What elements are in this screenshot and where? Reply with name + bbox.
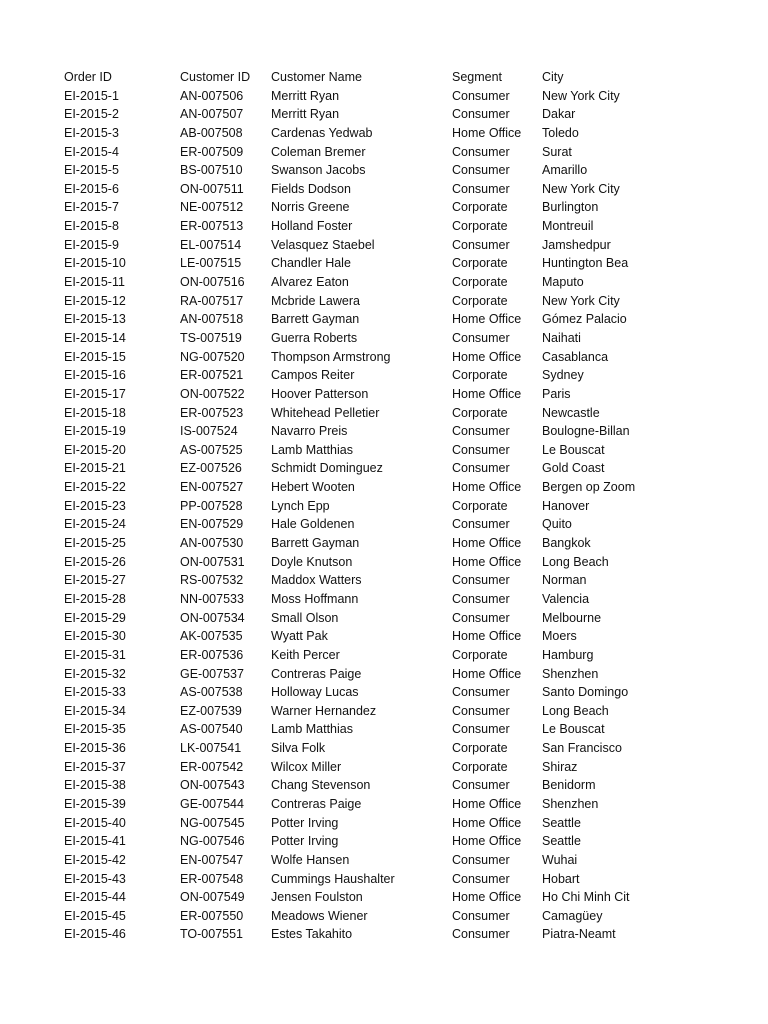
cell-segment: Home Office — [452, 125, 522, 140]
cell-city: Naihati — [542, 330, 581, 345]
cell-city: Huntington Bea — [542, 256, 629, 271]
table-row — [64, 665, 636, 684]
cell-order-id: EI-2015-21 — [64, 461, 126, 476]
cell-customer-id: NN-007533 — [180, 591, 244, 606]
cell-order-id: EI-2015-4 — [64, 144, 119, 159]
cell-segment: Consumer — [452, 330, 510, 345]
cell-order-id: EI-2015-28 — [64, 591, 126, 606]
cell-customer-name: Mcbride Lawera — [271, 293, 360, 308]
table-row — [64, 273, 636, 292]
table-row — [64, 497, 636, 516]
cell-customer-name: Warner Hernandez — [271, 703, 377, 718]
table-row — [64, 87, 636, 106]
cell-customer-id: ON-007516 — [180, 275, 245, 290]
cell-customer-id: RA-007517 — [180, 293, 244, 308]
cell-segment: Consumer — [452, 573, 510, 588]
cell-customer-name: Barrett Gayman — [271, 536, 360, 551]
cell-customer-id: ER-007536 — [180, 647, 244, 662]
cell-segment: Consumer — [452, 181, 510, 196]
cell-segment: Consumer — [452, 871, 510, 886]
cell-customer-id: AK-007535 — [180, 629, 243, 644]
cell-customer-name: Wolfe Hansen — [271, 852, 350, 867]
cell-segment: Consumer — [452, 107, 510, 122]
cell-order-id: EI-2015-5 — [64, 163, 119, 178]
cell-order-id: EI-2015-40 — [64, 815, 126, 830]
cell-order-id: EI-2015-2 — [64, 107, 119, 122]
cell-order-id: EI-2015-18 — [64, 405, 126, 420]
cell-segment: Consumer — [452, 927, 510, 942]
cell-customer-id: RS-007532 — [180, 573, 244, 588]
cell-city: Boulogne-Billan — [542, 424, 630, 439]
cell-order-id: EI-2015-23 — [64, 498, 126, 513]
table-row — [64, 702, 636, 721]
cell-customer-name: Thompson Armstrong — [271, 349, 391, 364]
cell-customer-name: Velasquez Staebel — [271, 237, 375, 252]
table-row — [64, 422, 636, 441]
cell-customer-id: AN-007507 — [180, 107, 244, 122]
table-row — [64, 459, 636, 478]
cell-customer-id: IS-007524 — [180, 424, 238, 439]
cell-customer-name: Jensen Foulston — [271, 890, 363, 905]
cell-customer-name: Fields Dodson — [271, 181, 351, 196]
cell-segment: Corporate — [452, 498, 508, 513]
table-row — [64, 795, 636, 814]
cell-city: Jamshedpur — [542, 237, 611, 252]
cell-customer-id: ON-007534 — [180, 610, 245, 625]
cell-order-id: EI-2015-43 — [64, 871, 126, 886]
table-row — [64, 366, 636, 385]
table-row — [64, 124, 636, 143]
table-row — [64, 609, 636, 628]
cell-order-id: EI-2015-25 — [64, 536, 126, 551]
table-row — [64, 478, 636, 497]
cell-segment: Corporate — [452, 405, 508, 420]
cell-city: Burlington — [542, 200, 599, 215]
cell-customer-id: EN-007547 — [180, 852, 244, 867]
cell-order-id: EI-2015-41 — [64, 834, 126, 849]
cell-city: New York City — [542, 293, 620, 308]
cell-order-id: EI-2015-37 — [64, 759, 126, 774]
cell-order-id: EI-2015-42 — [64, 852, 126, 867]
cell-customer-name: Hoover Patterson — [271, 386, 369, 401]
cell-segment: Corporate — [452, 275, 508, 290]
cell-city: Casablanca — [542, 349, 609, 364]
cell-customer-name: Coleman Bremer — [271, 144, 366, 159]
table-row — [64, 870, 636, 889]
cell-customer-id: ER-007521 — [180, 368, 244, 383]
cell-customer-name: Barrett Gayman — [271, 312, 360, 327]
cell-segment: Consumer — [452, 424, 510, 439]
cell-segment: Consumer — [452, 591, 510, 606]
cell-order-id: EI-2015-45 — [64, 908, 126, 923]
cell-customer-name: Lamb Matthias — [271, 722, 353, 737]
table-row — [64, 646, 636, 665]
cell-city: Bangkok — [542, 536, 591, 551]
cell-segment: Corporate — [452, 759, 508, 774]
cell-order-id: EI-2015-20 — [64, 442, 126, 457]
cell-city: Valencia — [542, 591, 590, 606]
cell-segment: Home Office — [452, 834, 522, 849]
cell-city: Long Beach — [542, 554, 609, 569]
table-row — [64, 236, 636, 255]
table-row — [64, 720, 636, 739]
table-row — [64, 404, 636, 423]
cell-segment: Consumer — [452, 610, 510, 625]
cell-order-id: EI-2015-31 — [64, 647, 126, 662]
cell-segment: Home Office — [452, 554, 522, 569]
table-row — [64, 925, 636, 944]
table-row — [64, 534, 636, 553]
cell-order-id: EI-2015-33 — [64, 685, 126, 700]
cell-city: Le Bouscat — [542, 442, 605, 457]
cell-segment: Home Office — [452, 349, 522, 364]
cell-customer-id: NG-007520 — [180, 349, 245, 364]
cell-customer-id: ON-007543 — [180, 778, 245, 793]
cell-city: Seattle — [542, 834, 581, 849]
cell-customer-id: ON-007531 — [180, 554, 245, 569]
cell-customer-name: Merritt Ryan — [271, 107, 340, 122]
cell-customer-id: ER-007509 — [180, 144, 244, 159]
table-row — [64, 310, 636, 329]
cell-customer-name: Contreras Paige — [271, 666, 362, 681]
cell-city: Piatra-Neamt — [542, 927, 616, 942]
cell-customer-name: Wilcox Miller — [271, 759, 342, 774]
table-row — [64, 180, 636, 199]
spreadsheet-table — [64, 68, 636, 944]
cell-segment: Consumer — [452, 442, 510, 457]
cell-city: Shiraz — [542, 759, 578, 774]
cell-city: Santo Domingo — [542, 685, 629, 700]
cell-customer-id: AS-007525 — [180, 442, 243, 457]
cell-order-id: EI-2015-39 — [64, 796, 126, 811]
cell-customer-name: Meadows Wiener — [271, 908, 368, 923]
cell-order-id: EI-2015-46 — [64, 927, 126, 942]
cell-order-id: EI-2015-35 — [64, 722, 126, 737]
cell-city: Dakar — [542, 107, 576, 122]
cell-customer-id: BS-007510 — [180, 163, 243, 178]
cell-segment: Consumer — [452, 163, 510, 178]
table-row — [64, 292, 636, 311]
cell-customer-name: Estes Takahito — [271, 927, 353, 942]
cell-segment: Home Office — [452, 629, 522, 644]
cell-order-id: EI-2015-8 — [64, 219, 119, 234]
cell-city: New York City — [542, 88, 620, 103]
cell-customer-name: Holland Foster — [271, 219, 353, 234]
cell-customer-id: AS-007538 — [180, 685, 243, 700]
cell-order-id: EI-2015-29 — [64, 610, 126, 625]
cell-order-id: EI-2015-3 — [64, 125, 119, 140]
cell-customer-id: ER-007548 — [180, 871, 244, 886]
cell-city: Shenzhen — [542, 666, 599, 681]
table-row — [64, 776, 636, 795]
cell-customer-id: GE-007537 — [180, 666, 244, 681]
cell-city: Amarillo — [542, 163, 588, 178]
header-row — [64, 68, 636, 87]
cell-order-id: EI-2015-7 — [64, 200, 119, 215]
cell-customer-name: Hebert Wooten — [271, 480, 355, 495]
cell-segment: Corporate — [452, 293, 508, 308]
table-row — [64, 553, 636, 572]
cell-city: Seattle — [542, 815, 581, 830]
cell-order-id: EI-2015-44 — [64, 890, 126, 905]
cell-customer-name: Lynch Epp — [271, 498, 330, 513]
cell-customer-id: TO-007551 — [180, 927, 244, 942]
table-row — [64, 832, 636, 851]
cell-segment: Corporate — [452, 219, 508, 234]
cell-order-id: EI-2015-17 — [64, 386, 126, 401]
cell-segment: Consumer — [452, 908, 510, 923]
cell-order-id: EI-2015-27 — [64, 573, 126, 588]
cell-city: Moers — [542, 629, 577, 644]
cell-order-id: EI-2015-13 — [64, 312, 126, 327]
cell-customer-name: Guerra Roberts — [271, 330, 358, 345]
cell-customer-name: Small Olson — [271, 610, 339, 625]
table-row — [64, 198, 636, 217]
table-row — [64, 758, 636, 777]
cell-customer-id: ER-007523 — [180, 405, 244, 420]
cell-customer-id: EL-007514 — [180, 237, 242, 252]
header-segment: Segment — [452, 70, 503, 84]
cell-customer-id: EZ-007539 — [180, 703, 242, 718]
cell-customer-id: EZ-007526 — [180, 461, 242, 476]
cell-city: Le Bouscat — [542, 722, 605, 737]
table-row — [64, 254, 636, 273]
cell-customer-name: Moss Hoffmann — [271, 591, 359, 606]
cell-customer-name: Cummings Haushalter — [271, 871, 395, 886]
cell-customer-name: Wyatt Pak — [271, 629, 328, 644]
cell-city: Norman — [542, 573, 587, 588]
cell-city: Surat — [542, 144, 572, 159]
table-row — [64, 590, 636, 609]
cell-customer-name: Chang Stevenson — [271, 778, 371, 793]
cell-order-id: EI-2015-10 — [64, 256, 126, 271]
cell-city: Wuhai — [542, 852, 578, 867]
cell-customer-name: Norris Greene — [271, 200, 350, 215]
table-row — [64, 814, 636, 833]
cell-customer-name: Lamb Matthias — [271, 442, 353, 457]
cell-order-id: EI-2015-19 — [64, 424, 126, 439]
cell-customer-id: LK-007541 — [180, 741, 242, 756]
cell-customer-id: AN-007506 — [180, 88, 244, 103]
cell-segment: Corporate — [452, 741, 508, 756]
cell-segment: Consumer — [452, 722, 510, 737]
table-row — [64, 348, 636, 367]
cell-order-id: EI-2015-34 — [64, 703, 126, 718]
cell-customer-id: EN-007529 — [180, 517, 244, 532]
cell-customer-id: AB-007508 — [180, 125, 243, 140]
cell-city: Maputo — [542, 275, 584, 290]
cell-customer-id: AN-007530 — [180, 536, 244, 551]
cell-customer-name: Doyle Knutson — [271, 554, 353, 569]
header-customer-name: Customer Name — [271, 70, 362, 84]
table-row — [64, 161, 636, 180]
cell-customer-name: Swanson Jacobs — [271, 163, 366, 178]
header-city: City — [542, 70, 564, 84]
cell-customer-name: Holloway Lucas — [271, 685, 359, 700]
cell-customer-name: Navarro Preis — [271, 424, 348, 439]
cell-order-id: EI-2015-22 — [64, 480, 126, 495]
cell-city: Hobart — [542, 871, 580, 886]
cell-order-id: EI-2015-36 — [64, 741, 126, 756]
cell-city: Quito — [542, 517, 572, 532]
cell-order-id: EI-2015-15 — [64, 349, 126, 364]
cell-customer-name: Keith Percer — [271, 647, 340, 662]
cell-customer-id: ON-007522 — [180, 386, 245, 401]
table-row — [64, 888, 636, 907]
table-row — [64, 683, 636, 702]
cell-city: Newcastle — [542, 405, 600, 420]
table-row — [64, 385, 636, 404]
cell-city: Hanover — [542, 498, 590, 513]
cell-customer-name: Contreras Paige — [271, 796, 362, 811]
table-row — [64, 851, 636, 870]
cell-customer-name: Chandler Hale — [271, 256, 351, 271]
cell-customer-id: AN-007518 — [180, 312, 244, 327]
cell-order-id: EI-2015-9 — [64, 237, 119, 252]
cell-segment: Home Office — [452, 386, 522, 401]
cell-customer-id: NG-007545 — [180, 815, 245, 830]
cell-segment: Home Office — [452, 536, 522, 551]
table-row — [64, 739, 636, 758]
cell-city: New York City — [542, 181, 620, 196]
cell-order-id: EI-2015-6 — [64, 181, 119, 196]
cell-order-id: EI-2015-24 — [64, 517, 126, 532]
cell-segment: Corporate — [452, 647, 508, 662]
table-body — [64, 87, 636, 944]
cell-city: Shenzhen — [542, 796, 599, 811]
cell-customer-name: Whitehead Pelletier — [271, 405, 380, 420]
cell-segment: Consumer — [452, 237, 510, 252]
cell-customer-name: Silva Folk — [271, 741, 326, 756]
cell-segment: Consumer — [452, 852, 510, 867]
table-row — [64, 329, 636, 348]
cell-city: Ho Chi Minh Cit — [542, 890, 630, 905]
cell-city: Benidorm — [542, 778, 596, 793]
cell-customer-id: ER-007513 — [180, 219, 244, 234]
cell-segment: Consumer — [452, 778, 510, 793]
cell-city: Sydney — [542, 368, 584, 383]
cell-order-id: EI-2015-14 — [64, 330, 126, 345]
cell-segment: Home Office — [452, 796, 522, 811]
cell-segment: Consumer — [452, 461, 510, 476]
cell-city: Camagüey — [542, 908, 603, 923]
cell-customer-id: GE-007544 — [180, 796, 244, 811]
cell-customer-id: ER-007542 — [180, 759, 244, 774]
cell-customer-name: Cardenas Yedwab — [271, 125, 373, 140]
cell-order-id: EI-2015-16 — [64, 368, 126, 383]
cell-customer-name: Campos Reiter — [271, 368, 355, 383]
cell-city: Paris — [542, 386, 571, 401]
header-order-id: Order ID — [64, 70, 112, 84]
cell-customer-id: LE-007515 — [180, 256, 242, 271]
cell-customer-name: Merritt Ryan — [271, 88, 340, 103]
cell-city: Bergen op Zoom — [542, 480, 636, 495]
cell-customer-id: TS-007519 — [180, 330, 242, 345]
table-row — [64, 515, 636, 534]
cell-customer-name: Maddox Watters — [271, 573, 362, 588]
cell-segment: Home Office — [452, 480, 522, 495]
cell-order-id: EI-2015-12 — [64, 293, 126, 308]
cell-customer-id: NE-007512 — [180, 200, 244, 215]
cell-segment: Consumer — [452, 144, 510, 159]
cell-order-id: EI-2015-30 — [64, 629, 126, 644]
cell-city: Hamburg — [542, 647, 594, 662]
cell-customer-name: Alvarez Eaton — [271, 275, 349, 290]
cell-segment: Corporate — [452, 256, 508, 271]
table-row — [64, 571, 636, 590]
cell-city: Gold Coast — [542, 461, 605, 476]
cell-order-id: EI-2015-26 — [64, 554, 126, 569]
cell-order-id: EI-2015-32 — [64, 666, 126, 681]
cell-segment: Consumer — [452, 703, 510, 718]
cell-customer-name: Potter Irving — [271, 834, 339, 849]
cell-segment: Home Office — [452, 815, 522, 830]
cell-customer-id: PP-007528 — [180, 498, 243, 513]
cell-segment: Home Office — [452, 890, 522, 905]
cell-segment: Consumer — [452, 517, 510, 532]
cell-customer-id: ON-007549 — [180, 890, 245, 905]
cell-customer-name: Hale Goldenen — [271, 517, 355, 532]
cell-segment: Home Office — [452, 312, 522, 327]
cell-customer-id: NG-007546 — [180, 834, 245, 849]
header-customer-id: Customer ID — [180, 70, 251, 84]
cell-segment: Corporate — [452, 200, 508, 215]
cell-customer-id: ON-007511 — [180, 181, 244, 196]
table-row — [64, 217, 636, 236]
cell-city: Melbourne — [542, 610, 602, 625]
cell-city: Gómez Palacio — [542, 312, 627, 327]
cell-customer-name: Schmidt Dominguez — [271, 461, 383, 476]
table-row — [64, 143, 636, 162]
cell-customer-id: EN-007527 — [180, 480, 244, 495]
cell-city: San Francisco — [542, 741, 622, 756]
cell-city: Long Beach — [542, 703, 609, 718]
table-row — [64, 627, 636, 646]
cell-city: Toledo — [542, 125, 579, 140]
table-row — [64, 907, 636, 926]
cell-segment: Consumer — [452, 88, 510, 103]
cell-customer-id: ER-007550 — [180, 908, 244, 923]
cell-segment: Consumer — [452, 685, 510, 700]
cell-city: Montreuil — [542, 219, 594, 234]
table-row — [64, 441, 636, 460]
table-row — [64, 105, 636, 124]
cell-segment: Home Office — [452, 666, 522, 681]
cell-customer-name: Potter Irving — [271, 815, 339, 830]
cell-segment: Corporate — [452, 368, 508, 383]
cell-order-id: EI-2015-38 — [64, 778, 126, 793]
cell-customer-id: AS-007540 — [180, 722, 243, 737]
cell-order-id: EI-2015-1 — [64, 88, 119, 103]
cell-order-id: EI-2015-11 — [64, 275, 125, 290]
